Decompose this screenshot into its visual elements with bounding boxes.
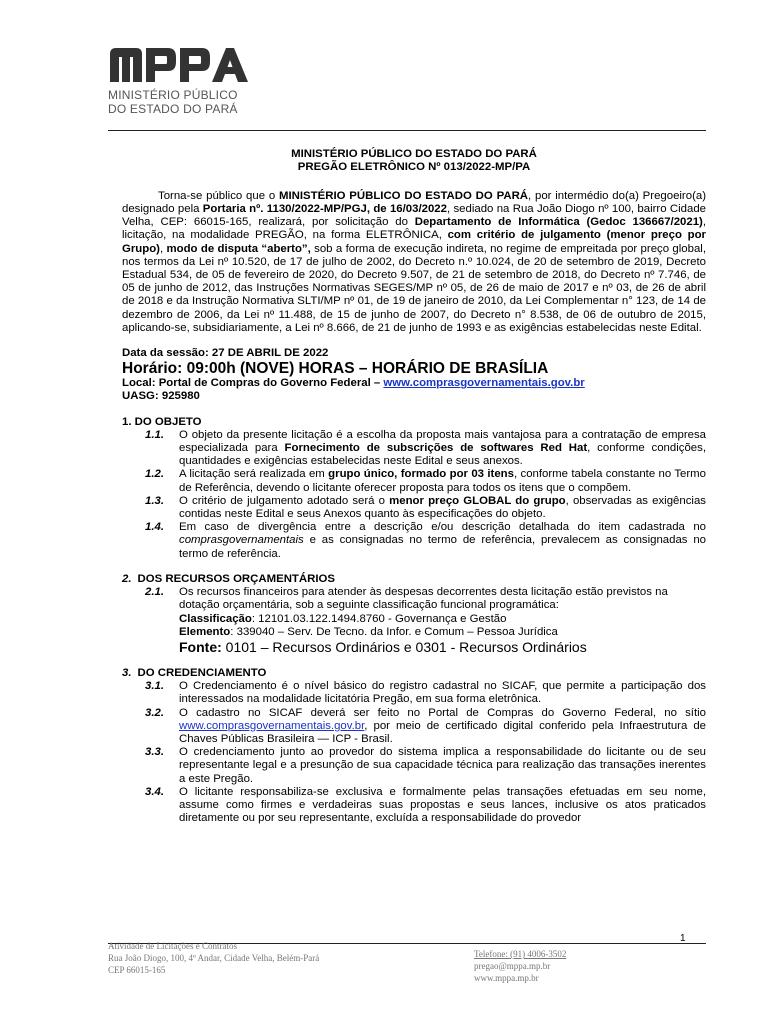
document-body — [122, 148, 706, 825]
item-3-1: 3.1. O Credenciamento é o nível básico do registro cadastral no SICAF, que permite a participação dos interessados na modalidade licitatória Pregão, em sua forma eletrônica. — [145, 680, 706, 706]
mppa-logo-mark — [108, 44, 248, 84]
item-1-2: 1.2. A licitação será realizada em grupo único, formado por 03 itens, conforme tabela constante no Termo de Referência, devendo o licitante oferecer proposta para todos os itens que o compõem. — [145, 468, 707, 494]
item-1-4: 1.4. Em caso de divergência entre a descrição e/ou descrição detalhada do item cadastrada no comprasgovernamentais e as consignadas no termo de referência, prevalecem as consignadas no termo de referência. — [145, 521, 706, 560]
footer-address: Atividade de Licitações e Contratos Rua João Diogo, 100, 4º Andar, Cidade Velha, Belém-Pará CEP 66015-165 — [108, 941, 320, 975]
footer-site: www.mppa.mp.br — [474, 973, 539, 983]
logo-line2: DO ESTADO DO PARÁ — [108, 102, 238, 116]
footer-phone: Telefone: (91) 4006-3502 — [474, 949, 567, 959]
intro-paragraph: Torna-se público que o MINISTÉRIO PÚBLICO DO ESTADO DO PARÁ, por intermédio do(a) Pregoeiro(a) designado pela Portaria nº. 1130/2022-MP/PGJ, de 16/03/2022, sediado na Rua João Diogo nº 100, bairro Cidade Velha, CEP: 66015-165, realizará, por solicitação do Departamento de Informática (Gedoc 136667/2021), licitação, na modalidade PREGÃO, na forma ELETRÔNICA, com critério de julgamento (menor preço por Grupo), modo de disputa “aberto”, sob a forma de execução indireta, no regime de empreitada por preço global, nos termos da Lei nº 10.520, de 17 de julho de 2002, do Decreto n.º 10.024, de 20 de setembro de 2019, Decreto Estadual 534, de 05 de fevereiro de 2020, do Decreto 9.507, de 21 de setembro de 2018, do Decreto nº 7.746, de 05 de junho de 2012, das Instruções Normativas SEGES/MP nº 05, de 26 de maio de 2017 e nº 03, de 26 de abril de 2018 e da Instrução Normativa SLTI/MP nº 01, de 19 de janeiro de 2010, da Lei Complementar n° 123, de 14 de dezembro de 2006, da Lei nº 11.488, de 15 de junho de 2007, do Decreto n° 8.538, de 06 de outubro de 2015, aplicando-se, subsidiariamente, a Lei nº 8.666, de 21 de junho de 1993 e as exigências estabelecidas neste Edital. — [122, 189, 706, 334]
logo-line1: MINISTÉRIO PÚBLICO — [108, 88, 238, 102]
item-1-1: 1.1. O objeto da presente licitação é a escolha da proposta mais vantajosa para a contratação de empresa especializada para Fornecimento de subscrições de softwares Red Hat, conforme condições, quantidades e exigências estabelecidas neste Edital e seus anexos. — [145, 428, 706, 468]
header-line1: MINISTÉRIO PÚBLICO DO ESTADO DO PARÁ — [291, 148, 537, 160]
footer-email: pregao@mppa.mp.br — [474, 961, 551, 971]
uasg: UASG: 925980 — [122, 390, 200, 403]
sicaf-link[interactable]: www.comprasgovernamentais.gov.br — [179, 719, 365, 732]
session-location: Local: Portal de Compras do Governo Federal – www.comprasgovernamentais.gov.br — [122, 377, 585, 390]
mppa-logo — [108, 44, 268, 116]
item-3-2: 3.2. O cadastro no SICAF deverá ser feito no Portal de Compras do Governo Federal, no sítio www.comprasgovernamentais.gov.br, por meio de certificado digital conferido pela Infraestrutura de Chaves Públicas Brasileira — ICP - Brasil. — [145, 706, 706, 745]
item-2-1: 2.1. Os recursos financeiros para atender às despesas decorrentes desta licitação estão previstos na dotação orçamentária, sob a seguinte classificação funcional programática: — [145, 586, 668, 612]
session-time: Horário: 09:00h (NOVE) HORAS – HORÁRIO DE BRASÍLIA — [122, 360, 549, 378]
item-1-3: 1.3. O critério de julgamento adotado será o menor preço GLOBAL do grupo, observadas as exigências contidas neste Edital e seus Anexos quanto às especificações do objeto. — [145, 494, 706, 521]
header-divider — [108, 130, 706, 131]
item-3-3: 3.3. O credenciamento junto ao provedor do sistema implica a responsabilidade do licitante ou de seu representante legal e a presunção de sua capacidade técnica para realização das transações inerentes a este Pregão. — [145, 746, 706, 785]
page-number: 1 — [680, 933, 686, 944]
compras-link[interactable]: www.comprasgovernamentais.gov.br — [383, 377, 585, 390]
classificacao: Classificação: 12101.03.122.1494.8760 - Governança e Gestão — [179, 612, 507, 625]
elemento: Elemento: 339040 – Serv. De Tecno. da Infor. e Comum – Pessoa Jurídica — [179, 625, 558, 638]
item-3-4: 3.4. O licitante responsabiliza-se exclusiva e formalmente pelas transações efetuadas em seu nome, assume como firmes e verdadeiras suas propostas e seus lances, inclusive os atos praticados diretamente ou por seu representante, excluída a responsabilidade do provedor — [145, 785, 706, 825]
section-3-title: 3. DO CREDENCIAMENTO — [122, 666, 267, 679]
fonte: Fonte: 0101 – Recursos Ordinários e 0301 - Recursos Ordinários — [179, 638, 587, 655]
section-2-title: 2. DOS RECURSOS ORÇAMENTÁRIOS — [122, 572, 335, 585]
footer-contact — [474, 948, 566, 984]
header-line2: PREGÃO ELETRÔNICO Nº 013/2022-MP/PA — [297, 161, 531, 174]
session-date: Data da sessão: 27 DE ABRIL DE 2022 — [122, 347, 329, 360]
section-1-title: 1. DO OBJETO — [122, 415, 202, 428]
document-header — [122, 148, 706, 175]
